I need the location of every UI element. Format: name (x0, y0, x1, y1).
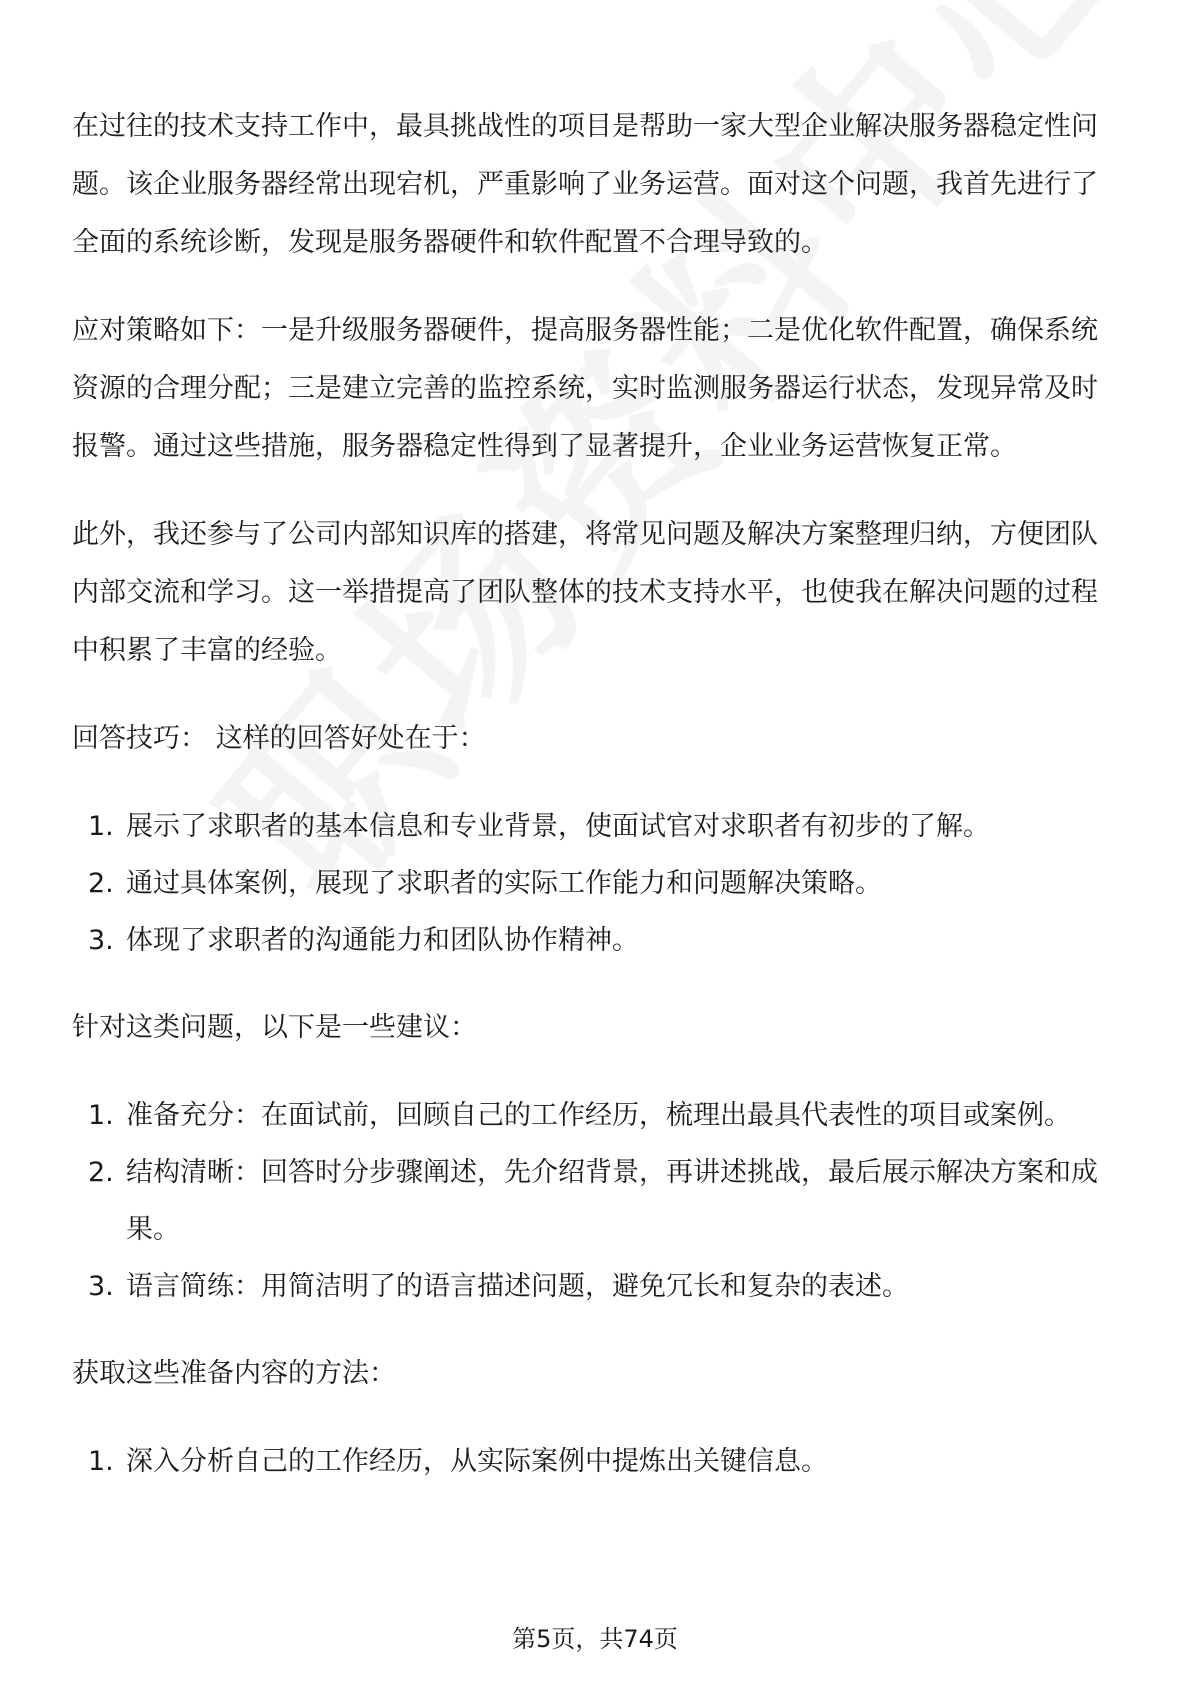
advice-heading: 针对这类问题，以下是一些建议： (72, 1012, 477, 1043)
list-item: 1. 深入分析自己的工作经历，从实际案例中提炼出关键信息。 (88, 1446, 828, 1477)
tips-heading: 回答技巧： 这样的回答好处在于： (72, 723, 486, 754)
list-item: 2. 通过具体案例，展现了求职者的实际工作能力和问题解决策略。 (88, 868, 882, 899)
tips-list (72, 798, 1118, 969)
page-footer: 第5页，共74页 (512, 1625, 678, 1653)
paragraph-knowledge-base: 此外，我还参与了公司内部知识库的搭建，将常见问题及解决方案整理归纳，方便团队内部交流和学习。这一举措提高了团队整体的技术支持水平，也使我在解决问题的过程中积累了丰富的经验。 (72, 519, 1098, 666)
list-item: 1. 准备充分：在面试前，回顾自己的工作经历，梳理出最具代表性的项目或案例。 (88, 1100, 1071, 1131)
paragraph-strategy: 应对策略如下：一是升级服务器硬件，提高服务器性能；二是优化软件配置，确保系统资源的合理分配；三是建立完善的监控系统，实时监测服务器运行状态，发现异常及时报警。通过这些措施，服务器稳定性得到了显著提升，企业业务运营恢复正常。 (72, 315, 1098, 462)
advice-list (72, 1087, 1118, 1315)
list-item: 1. 展示了求职者的基本信息和专业背景，使面试官对求职者有初步的了解。 (88, 811, 990, 842)
list-item: 3. 语言简练：用简洁明了的语言描述问题，避免冗长和复杂的表述。 (88, 1271, 909, 1302)
method-list (72, 1433, 1118, 1490)
list-item: 3. 体现了求职者的沟通能力和团队协作精神。 (88, 925, 639, 956)
method-heading: 获取这些准备内容的方法： (72, 1358, 396, 1389)
list-item: 2. 结构清晰：回答时分步骤阐述，先介绍背景，再讲述挑战，最后展示解决方案和成果。 (88, 1157, 1098, 1245)
paragraph-challenge: 在过往的技术支持工作中，最具挑战性的项目是帮助一家大型企业解决服务器稳定性问题。该企业服务器经常出现宕机，严重影响了业务运营。面对这个问题，我首先进行了全面的系统诊断，发现是服务器硬件和软件配置不合理导致的。 (72, 111, 1098, 258)
document-body (72, 98, 1118, 1520)
